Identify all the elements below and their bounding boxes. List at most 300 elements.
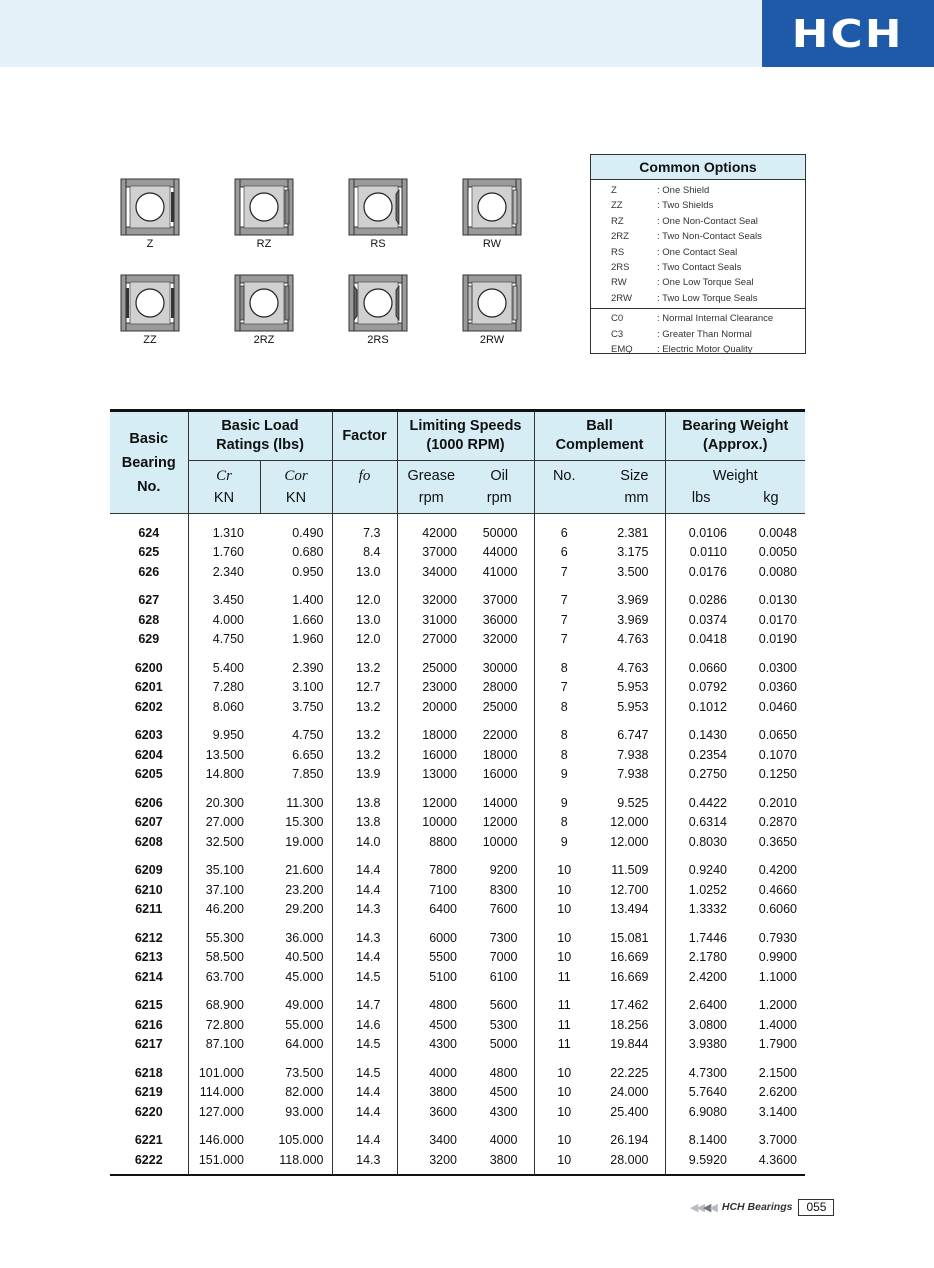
cell-fo: 12.0 (332, 591, 397, 611)
option-row (591, 275, 805, 290)
cell-cr: 2.340 (212, 564, 244, 579)
cell-oil: 8300 (465, 880, 534, 900)
table-row (110, 1063, 805, 1083)
subheader-cr: Cr KN (188, 461, 260, 514)
cell-weight-kg: 0.0130 (758, 593, 797, 608)
cell-ball-size: 2.381 (594, 523, 665, 543)
cell-ball-size: 25.400 (594, 1102, 665, 1122)
cell-weight-kg: 0.0170 (758, 612, 797, 627)
cell-oil: 44000 (465, 543, 534, 563)
option-row (591, 291, 805, 306)
cell-bearing-no: 6204 (110, 745, 188, 765)
cell-oil: 12000 (465, 813, 534, 833)
cell-bearing-no: 6210 (110, 880, 188, 900)
option-desc: : Two Shields (657, 200, 714, 212)
table-row (110, 832, 805, 852)
cell-oil: 4000 (465, 1131, 534, 1151)
option-code: 2RW (611, 292, 632, 304)
table-row (110, 658, 805, 678)
option-code: 2RZ (611, 231, 629, 243)
cell-cor: 7.850 (260, 765, 332, 785)
option-code: RS (611, 246, 625, 258)
cell-fo: 7.3 (332, 523, 397, 543)
cell-weight-lbs: 0.8030 (688, 834, 727, 849)
cell-ball-no: 10 (557, 1152, 572, 1167)
cell-cor: 45.000 (260, 967, 332, 987)
cell-weight-lbs: 0.0660 (688, 660, 727, 675)
option-desc: : One Contact Seal (657, 246, 738, 258)
cell-ball-size: 7.938 (594, 765, 665, 785)
cell-oil: 37000 (465, 591, 534, 611)
cell-grease: 6400 (429, 902, 457, 917)
cell-weight-lbs: 0.1012 (688, 699, 727, 714)
cell-weight-kg: 3.1400 (758, 1104, 797, 1119)
cell-bearing-no: 624 (110, 523, 188, 543)
cell-weight-kg: 0.4200 (758, 863, 797, 878)
cell-ball-no: 11 (557, 1037, 571, 1052)
cell-oil: 14000 (465, 793, 534, 813)
cell-ball-size: 9.525 (594, 793, 665, 813)
cell-cor: 93.000 (260, 1102, 332, 1122)
cell-grease: 32000 (422, 593, 457, 608)
cell-weight-kg: 0.0080 (758, 564, 797, 579)
cell-grease: 20000 (422, 699, 457, 714)
cell-bearing-no: 627 (110, 591, 188, 611)
bearing-diagram-rz (234, 178, 294, 248)
option-code: Z (611, 185, 617, 196)
cell-cr: 58.500 (205, 950, 244, 965)
cell-weight-kg: 0.0460 (758, 699, 797, 714)
cell-weight-kg: 0.2870 (758, 815, 797, 830)
table-body (110, 514, 805, 1175)
cell-cr: 20.300 (205, 795, 244, 810)
option-row (591, 245, 805, 260)
cell-weight-lbs: 0.6314 (688, 815, 727, 830)
cell-grease: 3200 (429, 1152, 457, 1167)
cell-grease: 13000 (422, 767, 457, 782)
options-group-seals (591, 183, 805, 306)
cell-cor: 4.750 (260, 726, 332, 746)
cell-oil: 3800 (465, 1150, 534, 1170)
cell-cor: 55.000 (260, 1015, 332, 1035)
cell-ball-no: 10 (557, 863, 572, 878)
cell-ball-no: 8 (560, 728, 568, 743)
cell-cr: 37.100 (205, 882, 244, 897)
cell-cr: 14.800 (205, 767, 244, 782)
cell-cor: 36.000 (260, 928, 332, 948)
cell-weight-lbs: 0.2750 (688, 767, 727, 782)
cell-grease: 25000 (422, 660, 457, 675)
bearing-diagram-label: 2RS (367, 334, 389, 346)
cell-bearing-no: 626 (110, 562, 188, 582)
cell-weight-kg: 1.1000 (758, 969, 797, 984)
cell-cor: 19.000 (260, 832, 332, 852)
logo-text: HCH (791, 11, 905, 56)
cell-oil: 4300 (465, 1102, 534, 1122)
bearing-cross-section-icon (234, 274, 294, 332)
table-row (110, 996, 805, 1016)
cell-bearing-no: 6214 (110, 967, 188, 987)
bearing-diagram-2rz (234, 274, 294, 344)
cell-cor: 23.200 (260, 880, 332, 900)
cell-weight-lbs: 0.0110 (689, 545, 727, 560)
cell-ball-no: 10 (557, 1104, 572, 1119)
cell-weight-kg: 0.0190 (758, 632, 797, 647)
subheader-ball-no: No. (534, 461, 594, 514)
cell-grease: 4800 (429, 998, 457, 1013)
subheader-oil: Oil rpm (465, 461, 534, 514)
cell-bearing-no: 6215 (110, 996, 188, 1016)
cell-fo: 14.5 (332, 1035, 397, 1055)
cell-weight-lbs: 0.4422 (688, 795, 727, 810)
cell-cor: 11.300 (260, 793, 332, 813)
option-code: 2RS (611, 261, 630, 273)
bearing-cross-section-icon (234, 178, 294, 236)
cell-fo: 8.4 (332, 543, 397, 563)
cell-weight-kg: 0.1070 (758, 747, 797, 762)
cell-ball-size: 12.000 (594, 832, 665, 852)
bearing-diagram-label: RS (370, 238, 386, 250)
cell-grease: 37000 (422, 545, 457, 560)
cell-cr: 7.280 (212, 680, 244, 695)
cell-weight-lbs: 0.2354 (688, 747, 727, 762)
cell-fo: 14.6 (332, 1015, 397, 1035)
cell-ball-no: 11 (557, 1017, 571, 1032)
cell-cor: 40.500 (260, 948, 332, 968)
cell-oil: 28000 (465, 678, 534, 698)
cell-cr: 1.310 (212, 525, 244, 540)
cell-oil: 41000 (465, 562, 534, 582)
footer-brand: HCH Bearings (721, 1201, 793, 1213)
subheader-size: Size mm (594, 461, 665, 514)
cell-ball-size: 6.747 (594, 726, 665, 746)
cell-ball-no: 9 (560, 795, 568, 810)
cell-bearing-no: 6218 (110, 1063, 188, 1083)
option-desc: : Two Contact Seals (657, 261, 742, 273)
cell-ball-no: 10 (557, 1065, 572, 1080)
cell-oil: 7600 (465, 900, 534, 920)
cell-oil: 30000 (465, 658, 534, 678)
table-row (110, 861, 805, 881)
cell-cor: 105.000 (260, 1131, 332, 1151)
common-options-title: Common Options (591, 155, 805, 180)
bearing-cross-section-icon (348, 274, 408, 332)
cell-cr: 72.800 (205, 1017, 244, 1032)
cell-cor: 0.680 (260, 543, 332, 563)
cell-weight-kg: 1.2000 (758, 998, 797, 1013)
bearing-diagram-label: RZ (256, 238, 272, 250)
table-row (110, 523, 805, 543)
table-row (110, 745, 805, 765)
cell-cr: 146.000 (198, 1133, 244, 1148)
option-desc: : Electric Motor Quality (657, 343, 753, 355)
cell-ball-size: 16.669 (594, 967, 665, 987)
cell-weight-lbs: 3.0800 (688, 1017, 727, 1032)
cell-weight-lbs: 0.1430 (688, 728, 727, 743)
cell-weight-lbs: 3.9380 (688, 1037, 727, 1052)
cell-ball-no: 11 (557, 998, 571, 1013)
cell-weight-kg: 0.1250 (758, 767, 797, 782)
cell-cor: 29.200 (260, 900, 332, 920)
cell-cr: 114.000 (199, 1085, 244, 1100)
cell-weight-lbs: 2.1780 (688, 950, 727, 965)
cell-ball-no: 6 (560, 525, 568, 540)
cell-cr: 151.000 (198, 1152, 244, 1167)
cell-cor: 118.000 (260, 1150, 332, 1170)
table-row (110, 678, 805, 698)
cell-oil: 5000 (465, 1035, 534, 1055)
cell-fo: 14.4 (332, 1102, 397, 1122)
cell-ball-size: 11.509 (594, 861, 665, 881)
cell-oil: 10000 (465, 832, 534, 852)
table-row (110, 1015, 805, 1035)
cell-ball-no: 8 (560, 747, 568, 762)
bearing-diagram-zz (120, 274, 180, 344)
cell-ball-size: 13.494 (594, 900, 665, 920)
option-code: RZ (611, 215, 624, 227)
cell-fo: 13.0 (332, 562, 397, 582)
cell-bearing-no: 6216 (110, 1015, 188, 1035)
option-row (591, 198, 805, 213)
cell-ball-size: 24.000 (594, 1083, 665, 1103)
cell-bearing-no: 6220 (110, 1102, 188, 1122)
cell-weight-lbs: 5.7640 (688, 1085, 727, 1100)
table-row (110, 900, 805, 920)
cell-weight-kg: 0.0300 (758, 660, 797, 675)
cell-weight-kg: 0.7930 (758, 930, 797, 945)
table-row (110, 697, 805, 717)
header-bearing-weight: Bearing Weight (Approx.) (665, 411, 805, 461)
table-row (110, 813, 805, 833)
cell-bearing-no: 6212 (110, 928, 188, 948)
option-row (591, 311, 805, 326)
cell-fo: 14.4 (332, 1131, 397, 1151)
cell-grease: 4300 (429, 1037, 457, 1052)
option-code: C3 (611, 328, 624, 340)
header-load-ratings: Basic Load Ratings (lbs) (188, 411, 332, 461)
cell-fo: 13.8 (332, 793, 397, 813)
cell-oil: 16000 (465, 765, 534, 785)
bearing-diagram-label: RW (482, 238, 502, 250)
cell-bearing-no: 6208 (110, 832, 188, 852)
cell-fo: 13.9 (332, 765, 397, 785)
cell-ball-size: 3.969 (594, 591, 665, 611)
cell-grease: 18000 (422, 728, 457, 743)
cell-weight-lbs: 1.0252 (688, 882, 727, 897)
cell-cr: 13.500 (205, 747, 244, 762)
table-row (110, 765, 805, 785)
option-row (591, 229, 805, 244)
bearing-diagram-label: 2RZ (253, 334, 275, 346)
cell-cor: 15.300 (260, 813, 332, 833)
cell-cr: 3.450 (212, 593, 244, 608)
table-row (110, 967, 805, 987)
cell-ball-size: 16.669 (594, 948, 665, 968)
cell-ball-size: 15.081 (594, 928, 665, 948)
cell-oil: 5300 (465, 1015, 534, 1035)
cell-ball-no: 7 (560, 564, 568, 579)
cell-cr: 46.200 (205, 902, 244, 917)
table-row (110, 591, 805, 611)
option-desc: : Normal Internal Clearance (657, 313, 774, 325)
option-row (591, 327, 805, 342)
cell-weight-kg: 2.1500 (758, 1065, 797, 1080)
option-desc: : One Non-Contact Seal (657, 215, 758, 227)
cell-weight-lbs: 4.7300 (688, 1065, 727, 1080)
cell-ball-no: 8 (560, 660, 568, 675)
footer-arrows-icon: ◀◀◀◀ (690, 1201, 716, 1214)
cell-weight-lbs: 9.5920 (688, 1152, 727, 1167)
cell-ball-no: 9 (560, 767, 568, 782)
common-options-box (590, 154, 806, 354)
cell-ball-no: 6 (560, 545, 568, 560)
cell-cr: 1.760 (212, 545, 244, 560)
cell-fo: 12.0 (332, 630, 397, 650)
cell-ball-size: 4.763 (594, 658, 665, 678)
cell-weight-lbs: 8.1400 (688, 1133, 727, 1148)
bearing-cross-section-icon (462, 274, 522, 332)
cell-grease: 27000 (422, 632, 457, 647)
cell-grease: 16000 (422, 747, 457, 762)
cell-bearing-no: 6203 (110, 726, 188, 746)
cell-bearing-no: 6205 (110, 765, 188, 785)
cell-fo: 14.3 (332, 928, 397, 948)
option-row (591, 214, 805, 229)
cell-ball-size: 5.953 (594, 678, 665, 698)
cell-fo: 13.8 (332, 813, 397, 833)
cell-weight-lbs: 2.4200 (688, 969, 727, 984)
cell-weight-kg: 2.6200 (758, 1085, 797, 1100)
bearing-diagram-z (120, 178, 180, 248)
subheader-fo: fo (332, 461, 397, 514)
cell-grease: 5100 (429, 969, 457, 984)
cell-cr: 27.000 (205, 815, 244, 830)
cell-bearing-no: 628 (110, 610, 188, 630)
table-row (110, 1131, 805, 1151)
option-desc: : Greater Than Normal (657, 328, 752, 340)
cell-bearing-no: 6213 (110, 948, 188, 968)
table-row (110, 543, 805, 563)
cell-ball-no: 7 (560, 593, 568, 608)
cell-cor: 1.400 (260, 591, 332, 611)
cell-ball-size: 28.000 (594, 1150, 665, 1170)
cell-bearing-no: 6206 (110, 793, 188, 813)
cell-fo: 14.3 (332, 900, 397, 920)
bearing-diagrams (110, 178, 540, 348)
table-row (110, 630, 805, 650)
cell-weight-kg: 3.7000 (758, 1133, 797, 1148)
cell-grease: 4500 (429, 1017, 457, 1032)
cell-cr: 87.100 (205, 1037, 244, 1052)
cell-grease: 34000 (422, 564, 457, 579)
options-group-quality (591, 311, 805, 357)
cell-ball-size: 3.175 (594, 543, 665, 563)
cell-bearing-no: 6209 (110, 861, 188, 881)
cell-grease: 42000 (422, 525, 457, 540)
bearing-diagram-rs (348, 178, 408, 248)
option-row (591, 342, 805, 357)
cell-cr: 5.400 (212, 660, 244, 675)
cell-ball-no: 8 (560, 815, 568, 830)
cell-oil: 4500 (465, 1083, 534, 1103)
cell-weight-kg: 4.3600 (758, 1152, 797, 1167)
cell-cor: 73.500 (260, 1063, 332, 1083)
cell-grease: 7800 (429, 863, 457, 878)
cell-grease: 3600 (429, 1104, 457, 1119)
cell-cor: 0.490 (260, 523, 332, 543)
cell-cor: 82.000 (260, 1083, 332, 1103)
bearing-diagram-rw (462, 178, 522, 248)
cell-fo: 13.2 (332, 726, 397, 746)
cell-bearing-no: 6217 (110, 1035, 188, 1055)
cell-grease: 3400 (429, 1133, 457, 1148)
cell-ball-size: 7.938 (594, 745, 665, 765)
cell-weight-lbs: 0.0418 (688, 632, 727, 647)
cell-ball-no: 10 (557, 950, 572, 965)
cell-grease: 23000 (422, 680, 457, 695)
cell-fo: 14.4 (332, 948, 397, 968)
cell-weight-lbs: 0.0792 (688, 680, 727, 695)
cell-fo: 14.4 (332, 1083, 397, 1103)
cell-ball-size: 18.256 (594, 1015, 665, 1035)
cell-bearing-no: 6211 (110, 900, 188, 920)
bearing-cross-section-icon (462, 178, 522, 236)
cell-ball-no: 7 (560, 612, 568, 627)
cell-ball-no: 7 (560, 632, 568, 647)
cell-weight-kg: 0.3650 (758, 834, 797, 849)
table-row (110, 880, 805, 900)
cell-weight-kg: 0.0360 (758, 680, 797, 695)
cell-bearing-no: 6221 (110, 1131, 188, 1151)
bearing-diagram-2rw (462, 274, 522, 344)
cell-fo: 14.0 (332, 832, 397, 852)
cell-weight-kg: 0.9900 (758, 950, 797, 965)
table-row (110, 1150, 805, 1170)
bearing-diagram-2rs (348, 274, 408, 344)
table-row (110, 1083, 805, 1103)
cell-oil: 9200 (465, 861, 534, 881)
cell-grease: 7100 (429, 882, 457, 897)
cell-weight-kg: 0.4660 (758, 882, 797, 897)
subheader-weight: Weight lbs kg (665, 461, 805, 514)
header-ball-complement: Ball Complement (534, 411, 665, 461)
cell-weight-kg: 1.7900 (758, 1037, 797, 1052)
cell-ball-size: 19.844 (594, 1035, 665, 1055)
table-row (110, 1102, 805, 1122)
cell-cr: 101.000 (198, 1065, 244, 1080)
subheader-grease: Grease rpm (397, 461, 465, 514)
cell-ball-no: 11 (557, 969, 571, 984)
cell-bearing-no: 6219 (110, 1083, 188, 1103)
cell-bearing-no: 6201 (110, 678, 188, 698)
option-code: ZZ (611, 200, 623, 212)
cell-fo: 12.7 (332, 678, 397, 698)
table-row (110, 610, 805, 630)
cell-cor: 2.390 (260, 658, 332, 678)
cell-weight-lbs: 0.0106 (688, 525, 727, 540)
cell-fo: 14.3 (332, 1150, 397, 1170)
cell-oil: 25000 (465, 697, 534, 717)
cell-weight-kg: 0.0050 (758, 545, 797, 560)
table-row (110, 1035, 805, 1055)
table-row (110, 793, 805, 813)
table-row (110, 948, 805, 968)
cell-fo: 13.0 (332, 610, 397, 630)
cell-ball-size: 22.225 (594, 1063, 665, 1083)
option-row (591, 260, 805, 275)
table-row (110, 562, 805, 582)
cell-ball-no: 7 (560, 680, 568, 695)
